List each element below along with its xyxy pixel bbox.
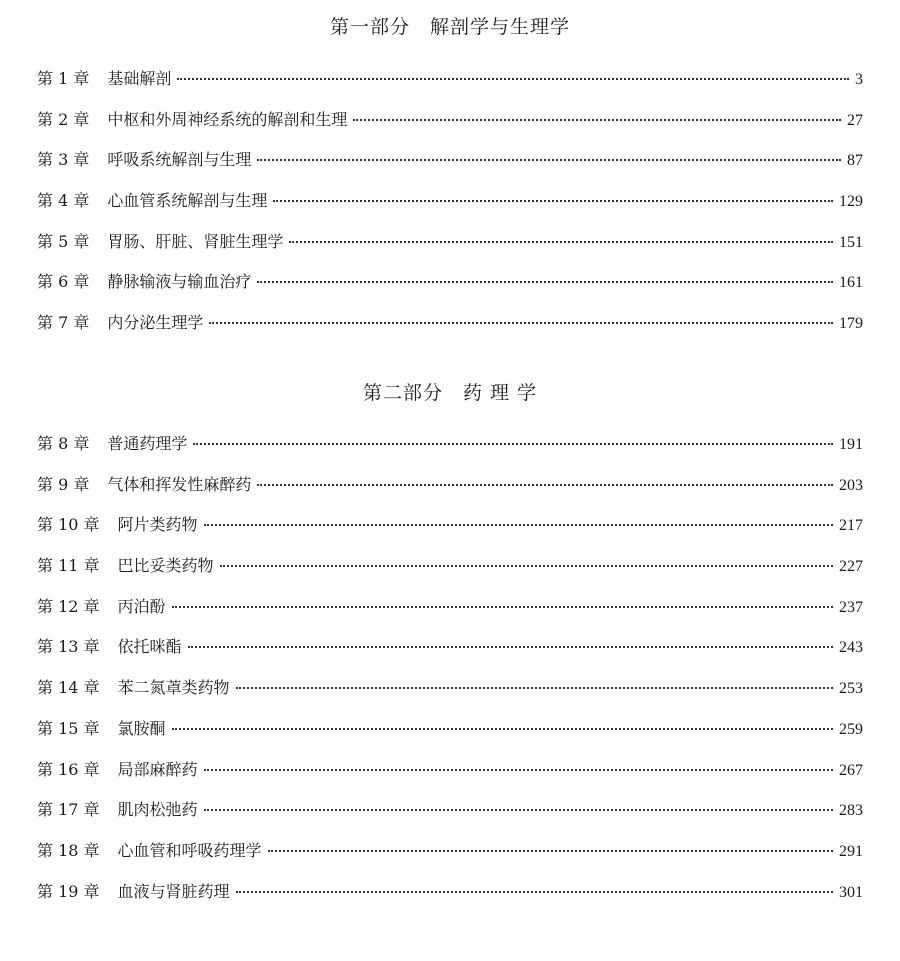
chapter-number: 第 4 章 — [37, 191, 90, 211]
chapter-title: 胃肠、肝脏、肾脏生理学 — [107, 231, 284, 251]
chapter-number: 第 19 章 — [37, 881, 100, 901]
toc-row[interactable] — [37, 553, 863, 594]
dot-leader — [289, 241, 833, 243]
chapter-title: 静脉输液与输血治疗 — [107, 272, 252, 292]
chapter-title: 气体和挥发性麻醉药 — [107, 474, 252, 494]
chapter-number: 第 7 章 — [37, 313, 90, 333]
toc-row[interactable] — [37, 675, 863, 716]
page-number: 259 — [839, 720, 863, 738]
chapter-number: 第 14 章 — [37, 678, 100, 698]
toc-row[interactable] — [37, 757, 863, 798]
dot-leader — [188, 646, 833, 648]
chapter-title: 中枢和外周神经系统的解剖和生理 — [107, 109, 348, 129]
chapter-title: 氯胺酮 — [117, 718, 166, 738]
page-number: 191 — [839, 436, 863, 453]
dot-leader — [353, 119, 841, 121]
part-2-chapter-list — [37, 431, 863, 919]
page-number: 283 — [839, 802, 863, 820]
part-1-chapter-list — [37, 66, 863, 351]
dot-leader — [236, 687, 833, 689]
chapter-number: 第 9 章 — [37, 474, 90, 494]
part-1-title: 第一部分 解剖学与生理学 — [329, 16, 570, 38]
dot-leader — [268, 850, 833, 852]
dot-leader — [204, 769, 833, 771]
chapter-number: 第 17 章 — [37, 800, 100, 820]
dot-leader — [257, 281, 833, 283]
toc-row[interactable] — [37, 188, 863, 229]
page-number: 301 — [839, 883, 863, 901]
toc-row[interactable] — [37, 472, 863, 513]
part-2-title: 第二部分 药 理 学 — [362, 382, 538, 404]
toc-row[interactable] — [37, 797, 863, 838]
dot-leader — [172, 606, 833, 608]
page-number: 291 — [839, 842, 863, 860]
toc-row[interactable] — [37, 594, 863, 635]
toc-row[interactable] — [37, 879, 863, 920]
chapter-title: 心血管系统解剖与生理 — [107, 191, 268, 211]
chapter-number: 第 13 章 — [37, 637, 100, 657]
chapter-title: 局部麻醉药 — [117, 759, 198, 779]
page-number: 227 — [839, 558, 863, 576]
toc-row[interactable] — [37, 269, 863, 310]
toc-row[interactable] — [37, 634, 863, 675]
chapter-title: 阿片类药物 — [117, 515, 198, 535]
chapter-title: 心血管和呼吸药理学 — [117, 840, 262, 860]
page-number: 217 — [839, 517, 863, 535]
chapter-number: 第 12 章 — [37, 596, 100, 616]
dot-leader — [257, 484, 833, 486]
chapter-title: 肌肉松弛药 — [117, 800, 198, 820]
chapter-number: 第 11 章 — [37, 556, 100, 576]
toc-row[interactable] — [37, 310, 863, 351]
dot-leader — [257, 159, 841, 161]
chapter-number: 第 2 章 — [37, 109, 90, 129]
dot-leader — [177, 78, 849, 80]
page-number: 27 — [847, 111, 863, 129]
toc-row[interactable] — [37, 431, 863, 472]
page-number: 179 — [839, 315, 863, 333]
chapter-title: 苯二氮䓬类药物 — [117, 678, 230, 698]
chapter-title: 呼吸系统解剖与生理 — [107, 150, 252, 170]
toc-row[interactable] — [37, 147, 863, 188]
dot-leader — [220, 565, 833, 567]
page-number: 237 — [839, 598, 863, 616]
dot-leader — [204, 809, 833, 811]
chapter-title: 巴比妥类药物 — [117, 556, 214, 576]
chapter-number: 第 6 章 — [37, 272, 90, 292]
toc-row[interactable] — [37, 107, 863, 148]
toc-row[interactable] — [37, 229, 863, 270]
chapter-title: 基础解剖 — [107, 69, 172, 88]
toc-row[interactable] — [37, 512, 863, 553]
chapter-number: 第 10 章 — [37, 515, 100, 535]
chapter-number: 第 15 章 — [37, 718, 100, 738]
page-number: 3 — [855, 71, 863, 88]
dot-leader — [236, 891, 833, 893]
page-number: 267 — [839, 761, 863, 779]
chapter-title: 血液与肾脏药理 — [117, 881, 230, 901]
chapter-number: 第 18 章 — [37, 840, 100, 860]
toc-row[interactable] — [37, 66, 863, 107]
toc-row[interactable] — [37, 716, 863, 757]
page-number: 243 — [839, 639, 863, 657]
chapter-title: 普通药理学 — [107, 434, 188, 453]
dot-leader — [193, 443, 833, 445]
page-number: 161 — [839, 274, 863, 292]
page-number: 151 — [839, 233, 863, 251]
chapter-number: 第 5 章 — [37, 231, 90, 251]
toc-row[interactable] — [37, 838, 863, 879]
page-number: 203 — [839, 476, 863, 494]
page-number: 129 — [839, 193, 863, 211]
dot-leader — [273, 200, 833, 202]
chapter-title: 丙泊酚 — [117, 596, 166, 616]
chapter-number: 第 1 章 — [37, 69, 90, 88]
page-number: 87 — [847, 152, 863, 170]
dot-leader — [204, 524, 833, 526]
page-number: 253 — [839, 680, 863, 698]
chapter-title: 内分泌生理学 — [107, 313, 204, 333]
chapter-title: 依托咪酯 — [117, 637, 182, 657]
dot-leader — [172, 728, 833, 730]
chapter-number: 第 8 章 — [37, 434, 90, 453]
chapter-number: 第 16 章 — [37, 759, 100, 779]
chapter-number: 第 3 章 — [37, 150, 90, 170]
dot-leader — [209, 322, 833, 324]
